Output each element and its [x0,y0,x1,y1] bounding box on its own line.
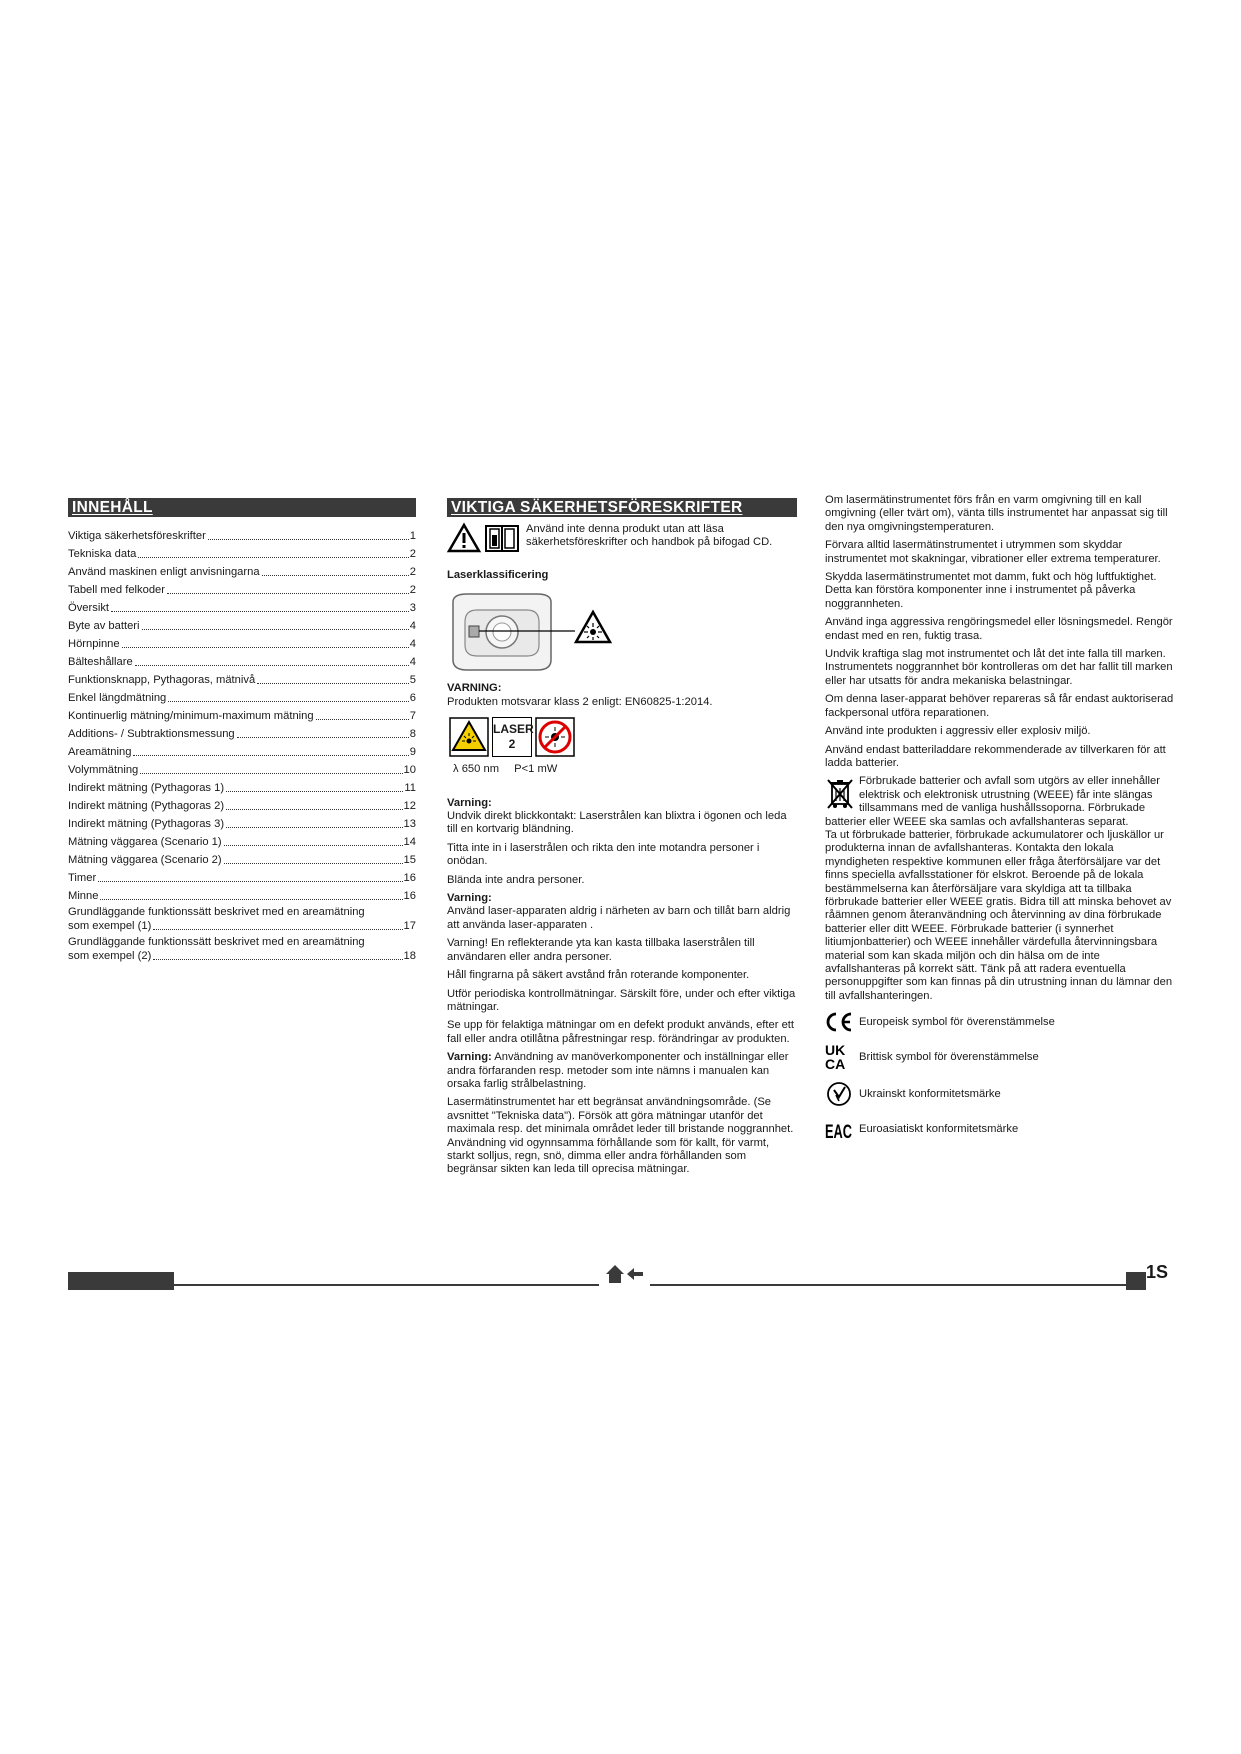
toc-entry-page: 16 [403,871,416,884]
ukraine-conformity-icon [826,1081,852,1107]
toc-entry[interactable] [68,885,416,903]
page-number: 1S [1146,1262,1169,1282]
toc-entry-label: Indirekt mätning (Pythagoras 2) [68,799,225,812]
toc-entry-label: Använd maskinen enligt anvisningarna [68,565,260,578]
toc-entry-page: 1 [409,529,416,542]
toc-entry[interactable] [68,561,416,579]
toc-leader-dots [226,809,402,810]
toc-entry-label: Areamätning [68,745,132,758]
svg-text:CA: CA [825,1056,846,1073]
varning-3-text: Användning av manöverkomponenter och inställningar eller andra förfaranden resp. metoder som inte nämns i manualen kan orsaka farlig strålbelastning. [447,1051,789,1090]
toc-entry-label: Viktiga säkerhetsföreskrifter [68,529,206,542]
toc-leader-dots [224,863,403,864]
toc-entry-label-line1: Grundläggande funktionssätt beskrivet med en areamätning [68,936,365,948]
toc-entry[interactable] [68,741,416,759]
toc-entry[interactable] [68,723,416,741]
cert-ce [825,1011,1177,1033]
toc-leader-dots [226,827,402,828]
toc-entry[interactable] [68,597,416,615]
toc-entry-page: 9 [409,745,416,758]
toc-entry-label: Mätning väggarea (Scenario 1) [68,835,222,848]
toc-entry-page: 15 [403,853,416,866]
toc-entry-multiline[interactable] [68,905,416,933]
weee-disposal-text: Ta ut förbrukade batterier, förbrukade ackumulatorer och ljuskällor ur produkterna innan de avfallshanteras. Kontakta den lokala myndigheten respektive kommunen eller fråga återförsäljare var det finns speciella avfallsstationer för elskrot. Beroende på de lokala bestämmelserna kan återförsäljare vara skyldiga att ta tillbaka förbrukade batterier eller WEEE gratis. Bidra till att minska behovet av råämnen genom återanvändning och återvinning av dina förbrukade batterier eller ditt WEEE. Förbrukade batterier (i synnerhet litiumjonbatterier) och WEEE innehåller värdefulla återvinningsbara material som kan skada miljön och din hälsa om de inte avfallshanteras på korrekt sätt. Tänk på att radera eventuella personuppgifter som kan finnas på din utrustning innan du lämnar den till avfallshanteringen. [825,828,1173,1002]
toc-entry-page: 4 [409,637,416,650]
toc-entry-label-line2: som exempel (1) [68,920,152,932]
kontroll-text: Utför periodiska kontrollmätningar. Särskilt före, under och efter viktiga mätningar. [447,987,796,1013]
toc-leader-dots [111,611,409,612]
charger-text: Använd endast batteriladdare rekommenderade av tillverkaren för att ladda batterier. [825,743,1166,769]
toc-column [68,498,416,963]
toc-leader-dots [135,665,409,666]
cert-ukraine-text: Ukrainskt konformitetsmärke [859,1087,1001,1100]
toc-leader-dots [167,593,409,594]
toc-entry-page: 8 [409,727,416,740]
toc-entry-page: 3 [409,601,416,614]
toc-entry-label: Tekniska data [68,547,137,560]
toc-entry-page: 6 [409,691,416,704]
svg-text:UK: UK [825,1042,846,1059]
toc-entry-label: Byte av batteri [68,619,140,632]
toc-entry[interactable] [68,867,416,885]
dust-text: Skydda lasermätinstrumentet mot damm, fukt och hög luftfuktighet. Detta kan förstöra komponenter inne i instrumentet på påverka noggrannheten. [825,571,1157,610]
toc-leader-dots [257,683,409,684]
varning-1-heading: Varning: [447,796,492,809]
reflekt-text: Varning! En reflekterande yta kan kasta tillbaka laserstrålen till användaren eller andra personer. [447,937,755,963]
toc-entry-page: 13 [403,817,416,830]
laser-device-illustration [447,590,607,670]
cert-eac-text: Euroasiatiskt konformitetsmärke [859,1122,1019,1135]
varning-3-heading: Varning: [447,1051,492,1064]
warning-triangle-icon [447,523,481,553]
safety-intro-text: Använd inte denna produkt utan att läsa säkerhetsföreskrifter och handbok på bifogad CD. [526,523,773,549]
toc-entry[interactable] [68,525,416,543]
toc-leader-dots [153,959,402,960]
varning-2-text: Använd laser-apparaten aldrig i närheten av barn och tillåt barn aldrig att använda laser-apparaten . [447,905,791,931]
manual-book-icon [484,523,520,553]
toc-leader-dots [122,647,409,648]
laser-warning-triangle-icon [449,717,489,757]
toc-entry[interactable] [68,831,416,849]
cert-ukca-text: Brittisk symbol för överenstämmelse [859,1050,1039,1063]
toc-leader-dots [237,737,409,738]
toc-leader-dots [142,629,409,630]
toc-entry[interactable] [68,705,416,723]
eac-mark-icon [825,1117,853,1144]
toc-leader-dots [262,575,409,576]
toc-title: INNEHÅLL [68,498,416,517]
toc-entry-label: Översikt [68,601,110,614]
laser-label-text: LASER [493,722,534,737]
toc-leader-dots [98,881,402,882]
safety-column [447,498,797,1182]
toc-entry-label: Bälteshållare [68,655,133,668]
laser-label-row [449,717,797,757]
handling-column [825,494,1177,1144]
toc-entry-page: 16 [403,889,416,902]
toc-entry[interactable] [68,615,416,633]
laser-device-image [447,590,612,674]
toc-leader-dots [226,791,403,792]
impact-text: Undvik kraftiga slag mot instrumentet och låt det inte falla till marken. Instrumentets noggrannhet bör kontrolleras om det har fallit till marken eller har utsatts för andra mekaniska belastningar. [825,648,1173,687]
cert-ce-text: Europeisk symbol för överenstämmelse [859,1015,1055,1028]
toc-list [68,525,416,903]
toc-leader-dots [140,773,402,774]
footer-bar-left [68,1272,174,1290]
no-stare-into-beam-icon [535,717,575,757]
toc-entry-page: 7 [409,709,416,722]
toc-entry-label: Additions- / Subtraktionsmessung [68,727,235,740]
safety-intro [447,523,797,553]
weee-text: Förbrukade batterier och avfall som utgörs av eller innehåller elektrisk och elektronisk utrustning (WEEE) får inte slängas tillsammans med de vanliga hushållssoporna. Förbrukade batterier eller WEEE ska samlas och avfallshanteras separat. [825,775,1160,828]
toc-entry-page: 14 [403,835,416,848]
toc-entry[interactable] [68,633,416,651]
repair-text: Om denna laser-apparat behöver repareras så får endast auktoriserad fackpersonal utföra reparationen. [825,693,1174,719]
crossed-bin-icon [825,777,855,811]
ukca-mark-icon [825,1043,853,1071]
toc-leader-dots [316,719,409,720]
footer-nav[interactable] [605,1264,643,1284]
toc-entry[interactable] [68,669,416,687]
toc-entry-label: Enkel längdmätning [68,691,167,704]
seupp-text: Se upp för felaktiga mätningar om en defekt produkt används, efter ett fall eller andra otillåtna påfrestningar resp. förändringar av produkten. [447,1019,795,1045]
toc-multi-list [68,905,416,963]
toc-leader-dots [133,755,408,756]
cert-eac [825,1117,1177,1144]
storage-text: Förvara alltid lasermätinstrumentet i utrymmen som skyddar instrumentet mot skakningar, vibrationer eller extrema temperaturer. [825,539,1161,565]
toc-entry[interactable] [68,687,416,705]
laser-class-heading: Laserklassificering [447,569,549,581]
laser-spec [453,763,797,776]
safety-title: VIKTIGA SÄKERHETSFÖRESKRIFTER [447,498,797,517]
wavelength-value: λ 650 nm [453,763,500,776]
ce-mark-icon [824,1011,854,1033]
toc-entry-label: Mätning väggarea (Scenario 2) [68,853,222,866]
warning-class-text: Produkten motsvarar klass 2 enligt: EN60825-1:2014. [447,695,713,708]
toc-entry[interactable] [68,579,416,597]
toc-entry-page: 2 [409,583,416,596]
toc-entry-page: 18 [403,950,416,962]
toc-entry-label: Volymmätning [68,763,139,776]
toc-entry[interactable] [68,651,416,669]
toc-entry-page: 12 [403,799,416,812]
toc-entry-multiline[interactable] [68,935,416,963]
warning-heading: VARNING: [447,682,502,695]
cert-ukraine [825,1081,1177,1107]
laser-label-class: 2 [508,737,516,752]
toc-entry[interactable] [68,849,416,867]
toc-entry-page: 5 [409,673,416,686]
toc-entry[interactable] [68,543,416,561]
toc-entry-label: Tabell med felkoder [68,583,166,596]
toc-leader-dots [224,845,403,846]
environment-text: Använd inte produkten i aggressiv eller explosiv miljö. [825,725,1091,738]
toc-entry[interactable] [68,759,416,777]
toc-entry-page: 11 [404,781,416,794]
toc-entry-page: 10 [403,763,416,776]
toc-entry-page: 17 [403,920,416,932]
home-icon[interactable] [605,1264,625,1284]
toc-entry-label: Funktionsknapp, Pythagoras, mätnivå [68,673,256,686]
toc-entry-label: Hörnpinne [68,637,120,650]
cleaning-text: Använd inga aggressiva rengöringsmedel eller lösningsmedel. Rengör endast med en ren, fuktig trasa. [825,616,1173,642]
svg-text:EAC: EAC [825,1122,853,1144]
toc-leader-dots [168,701,408,702]
toc-entry-page: 2 [409,547,416,560]
toc-entry-page: 2 [409,565,416,578]
toc-leader-dots [138,557,408,558]
toc-entry-label-line2: som exempel (2) [68,950,152,962]
toc-leader-dots [153,929,402,930]
footer-bar-right [1126,1272,1146,1290]
fingrar-text: Håll fingrarna på säkert avstånd från roterande komponenter. [447,969,750,982]
laser-class-label [492,717,532,757]
toc-entry-label: Minne [68,889,99,902]
varning-1-text: Undvik direkt blickkontakt: Laserstrålen kan blixtra i ögonen och leda till en kortvarig bländning. [447,810,787,836]
toc-entry-page: 4 [409,619,416,632]
toc-entry-label-line1: Grundläggande funktionssätt beskrivet med en areamätning [68,906,365,918]
titta-text: Titta inte in i laserstrålen och rikta den inte motandra personer i onödan. [447,841,760,868]
toc-entry[interactable] [68,795,416,813]
blanda-text: Blända inte andra personer. [447,873,585,886]
cert-ukca [825,1043,1177,1071]
varning-3-paragraph [447,1051,797,1091]
varning-2-heading: Varning: [447,892,492,905]
toc-entry-page: 4 [409,655,416,668]
toc-entry[interactable] [68,813,416,831]
toc-entry-label: Indirekt mätning (Pythagoras 1) [68,781,225,794]
footer-line-left [174,1284,599,1286]
power-value: P<1 mW [514,763,558,776]
begransat-text: Lasermätinstrumentet har ett begränsat användningsområde. (Se avsnittet "Tekniska data"). Försök att göra mätningar utanför det maximala resp. det minimala området leder till bristande noggrannhet. Användning vid ogynnsamma förhållande som för kallt, för varmt, starkt solljus, regn, snö, dimma eller andra förhållanden som begränsar sikten kan leda till oprecisa mätningar. [447,1096,794,1176]
toc-entry[interactable] [68,777,416,795]
weee-block [825,775,1177,1003]
toc-entry-label: Kontinuerlig mätning/minimum-maximum mätning [68,709,314,722]
footer-line-right [650,1284,1126,1286]
toc-leader-dots [100,899,402,900]
toc-entry-label: Timer [68,871,97,884]
temperature-text: Om lasermätinstrumentet förs från en varm omgivning till en kall omgivning (eller tvärt om), vänta tills instrumentet har anpassat sig till den nya omgivningstemperaturen. [825,494,1168,533]
toc-leader-dots [208,539,409,540]
back-arrow-icon[interactable] [627,1267,643,1281]
toc-entry-label: Indirekt mätning (Pythagoras 3) [68,817,225,830]
